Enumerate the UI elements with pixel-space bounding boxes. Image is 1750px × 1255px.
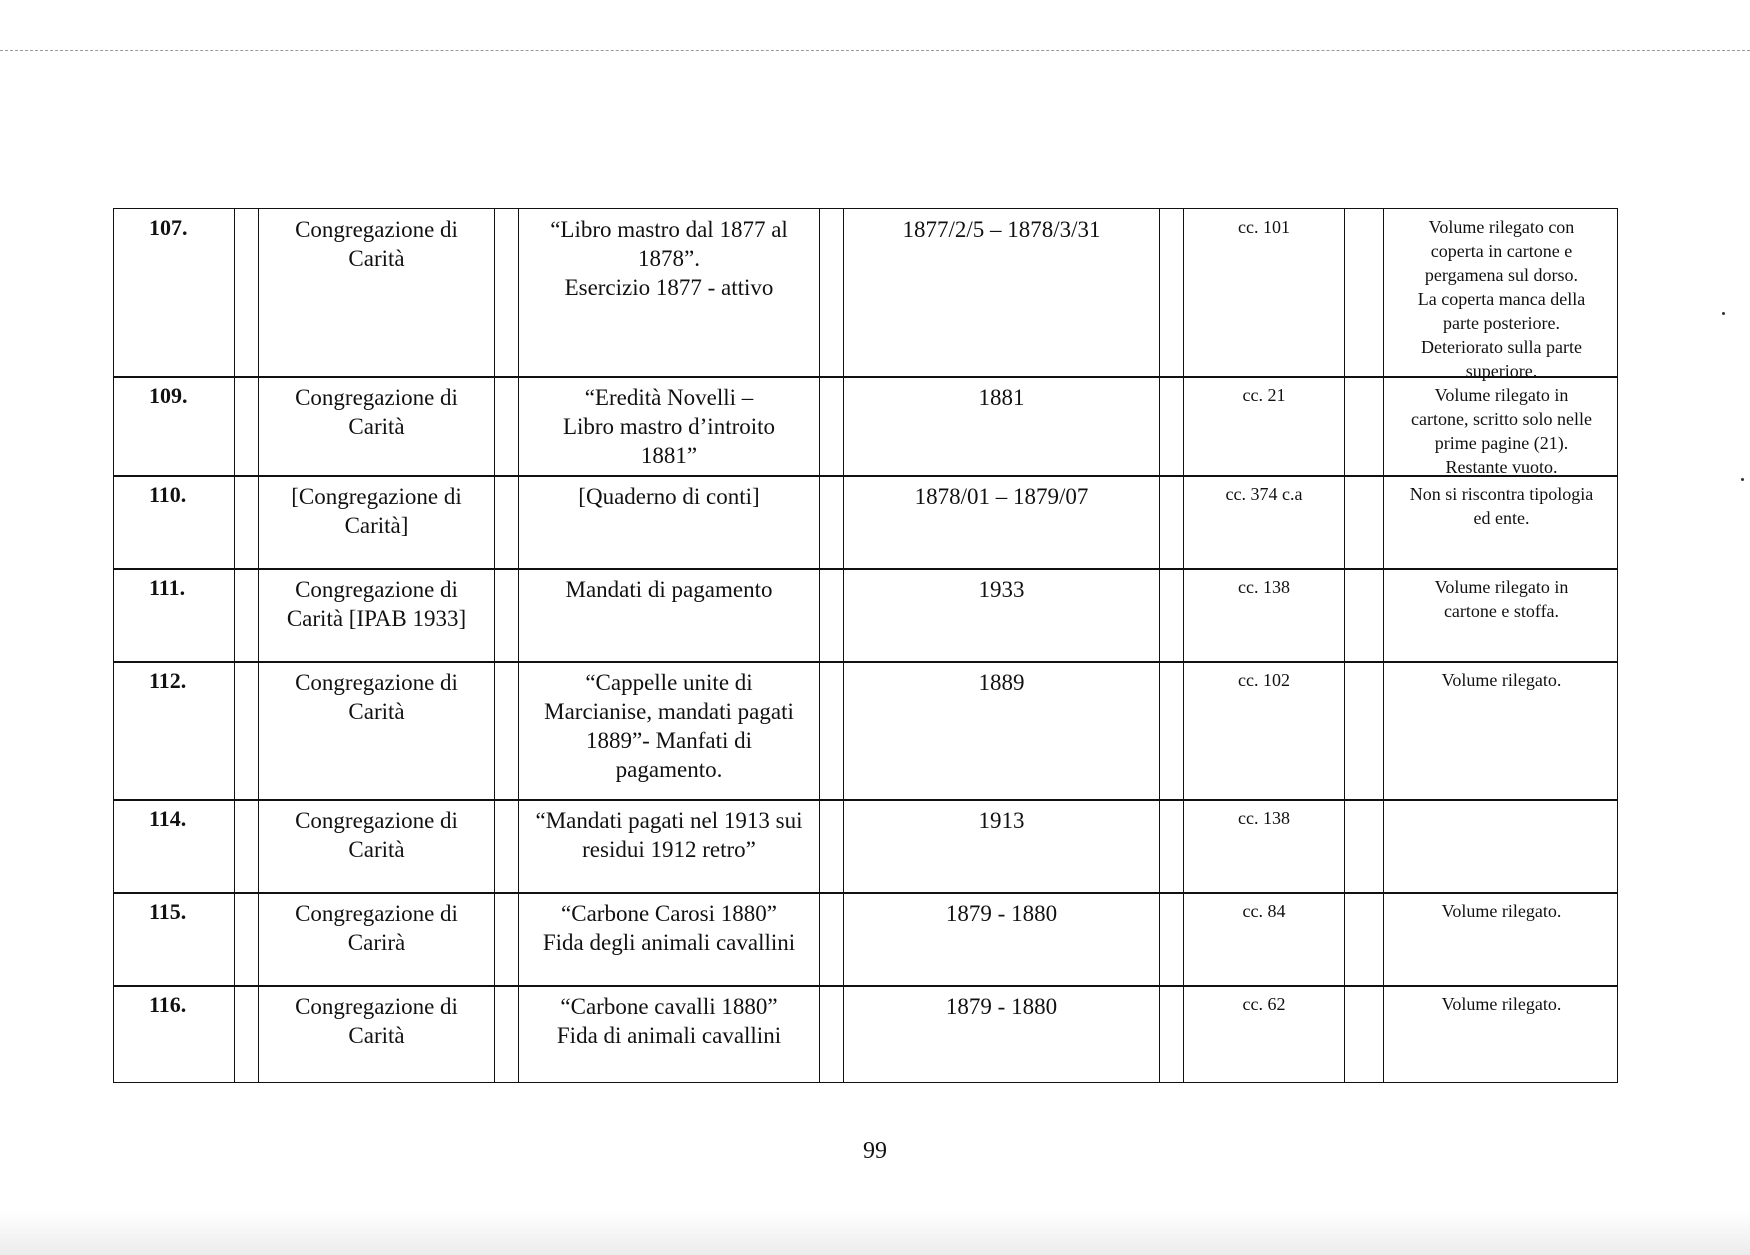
column-separator [819,377,844,476]
column-separator [234,800,259,893]
record-title: “Cappelle unite di Marcianise, mandati pagati 1889”- Manfati di pagamento. [544,670,794,782]
column-separator [1159,476,1184,569]
record-number: 107. [149,215,188,240]
record-institution: [Congregazione di Carità] [291,484,462,538]
record-institution: Congregazione di Carità [295,994,458,1048]
record-notes: Volume rilegato in cartone, scritto solo nelle prime pagine (21). Restante vuoto. [1411,385,1592,477]
column-separator [1344,476,1384,569]
column-separator [819,662,844,800]
column-separator [819,569,844,662]
record-institution: Congregazione di Carirà [295,901,458,955]
column-separator [1159,209,1184,377]
record-dates: 1933 [978,577,1025,602]
column-separator [819,209,844,377]
record-notes [1384,800,1619,893]
column-separator [494,662,519,800]
column-separator [234,893,259,986]
record-notes: Volume rilegato. [1441,994,1562,1014]
column-separator [494,569,519,662]
record-sheet-count: cc. 138 [1238,577,1290,597]
column-separator [234,476,259,569]
record-sheet-count: cc. 102 [1238,670,1290,690]
record-dates: 1889 [978,670,1025,695]
column-separator [494,800,519,893]
record-dates: 1913 [978,808,1025,833]
record-title: “Carbone cavalli 1880” Fida di animali cavallini [556,994,782,1048]
record-dates: 1878/01 – 1879/07 [914,484,1089,509]
column-separator [819,986,844,1082]
column-separator [1344,209,1384,377]
record-title: [Quaderno di conti] [578,484,760,509]
column-separator [234,569,259,662]
record-institution: Congregazione di Carità [295,385,458,439]
column-separator [1344,986,1384,1082]
table-row [113,475,1618,570]
record-sheet-count: cc. 21 [1242,385,1286,405]
column-separator [1159,986,1184,1082]
column-separator [494,209,519,377]
column-separator [234,377,259,476]
record-dates: 1877/2/5 – 1878/3/31 [902,217,1101,242]
record-notes: Volume rilegato in cartone e stoffa. [1434,577,1569,621]
record-institution: Congregazione di Carità [IPAB 1933] [286,577,467,631]
table-row [113,376,1618,477]
column-separator [234,662,259,800]
record-sheet-count: cc. 101 [1238,217,1290,237]
column-separator [1344,569,1384,662]
record-notes: Volume rilegato con coperta in cartone e pergamena sul dorso. La coperta manca della parte posteriore. Deteriorato sulla parte superiore. [1417,217,1586,381]
column-separator [234,986,259,1082]
table-row [113,568,1618,663]
record-number: 114. [149,806,187,831]
column-separator [494,377,519,476]
column-separator [1159,377,1184,476]
column-separator [1344,377,1384,476]
column-separator [1159,800,1184,893]
record-institution: Congregazione di Carità [295,808,458,862]
record-number: 110. [149,482,187,507]
column-separator [1159,893,1184,986]
column-separator [819,476,844,569]
column-separator [1344,662,1384,800]
record-dates: 1879 - 1880 [945,994,1058,1019]
column-separator [1159,662,1184,800]
record-title: “Eredità Novelli – Libro mastro d’introito 1881” [562,385,776,468]
record-title: Mandati di pagamento [565,577,773,602]
column-separator [819,893,844,986]
table-row [113,892,1618,987]
record-number: 111. [149,575,186,600]
record-number: 116. [149,992,187,1017]
page-number: 99 [863,1138,887,1164]
record-number: 112. [149,668,187,693]
record-number: 109. [149,383,188,408]
record-title: “Carbone Carosi 1880” Fida degli animali cavallini [542,901,796,955]
column-separator [1344,800,1384,893]
record-title: “Mandati pagati nel 1913 sui residui 1912 retro” [535,808,803,862]
record-sheet-count: cc. 84 [1242,901,1286,921]
table-row [113,985,1618,1083]
column-separator [494,893,519,986]
table-row [113,799,1618,894]
scan-speck [1722,312,1725,315]
table-row [113,661,1618,801]
record-dates: 1879 - 1880 [945,901,1058,926]
record-institution: Congregazione di Carità [295,217,458,271]
record-notes: Volume rilegato. [1441,901,1562,921]
record-dates: 1881 [978,385,1025,410]
column-separator [494,476,519,569]
scan-top-dashed-rule [0,50,1750,51]
column-separator [1344,893,1384,986]
table-row [113,208,1618,381]
record-sheet-count: cc. 374 c.a [1225,484,1303,504]
scan-speck [1741,478,1744,481]
record-notes: Volume rilegato. [1441,670,1562,690]
column-separator [1159,569,1184,662]
column-separator [819,800,844,893]
column-separator [234,209,259,377]
record-title: “Libro mastro dal 1877 al 1878”. Esercizio 1877 - attivo [550,217,788,300]
record-sheet-count: cc. 138 [1238,808,1290,828]
scan-bottom-shadow [0,1210,1750,1255]
record-notes: Non si riscontra tipologia ed ente. [1409,484,1594,528]
column-separator [494,986,519,1082]
record-sheet-count: cc. 62 [1242,994,1286,1014]
record-institution: Congregazione di Carità [295,670,458,724]
record-number: 115. [149,899,187,924]
